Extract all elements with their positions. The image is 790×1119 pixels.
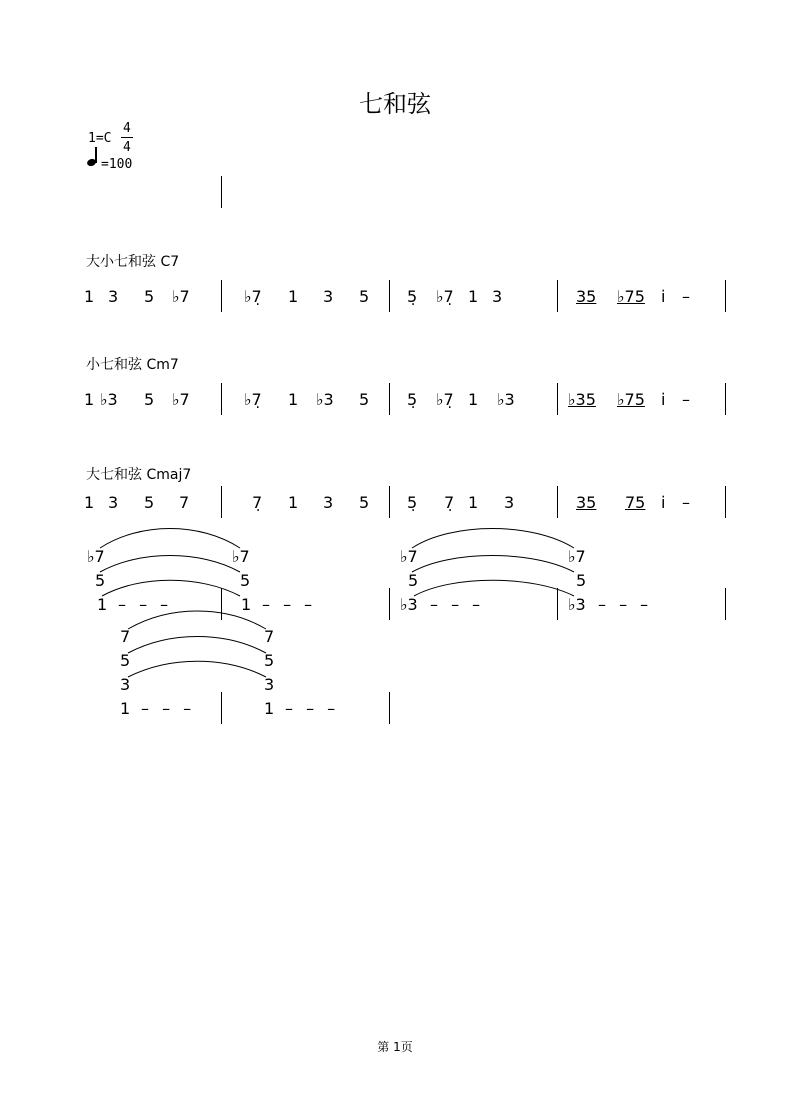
note: 5̣ [407, 493, 418, 512]
slur-arc [414, 580, 574, 596]
chord-note: 5 [264, 651, 275, 670]
note: – [682, 287, 690, 306]
chord-dashes: – – – [118, 595, 173, 614]
chord-note: 5 [240, 571, 251, 590]
page-title: 七和弦 [359, 90, 431, 118]
tempo-value: =100 [101, 157, 133, 172]
note: 35 [576, 493, 597, 512]
chord-note: 7 [120, 627, 131, 646]
note: ♭75 [617, 287, 645, 306]
note: 1 [84, 493, 95, 512]
chord-note: 5 [576, 571, 587, 590]
page-number: 第 1页 [377, 1040, 413, 1054]
note: 7̣ [252, 493, 263, 512]
note: 3 [492, 287, 503, 306]
note: 1 [288, 390, 299, 409]
chord-note: ♭7 [568, 547, 586, 566]
chord-note: ♭7 [87, 547, 105, 566]
section-label-cm7: 小七和弦 Cm7 [86, 357, 179, 373]
note: 1 [84, 287, 95, 306]
chord-dashes: – – – [430, 595, 485, 614]
time-signature-bottom: 4 [123, 140, 131, 155]
slur-arc [412, 529, 574, 549]
note: ♭3 [100, 390, 118, 409]
note: 1 [288, 287, 299, 306]
note: 3 [323, 493, 334, 512]
note: 5̣ [407, 390, 418, 409]
slur-arc [412, 556, 574, 573]
note: i̇ [661, 390, 666, 409]
note: ♭35 [568, 390, 596, 409]
note: i̇ [661, 493, 666, 512]
note: 35 [576, 287, 597, 306]
note: ♭7 [172, 287, 190, 306]
section-label-cmaj7: 大七和弦 Cmaj7 [86, 467, 192, 483]
note: ♭3 [316, 390, 334, 409]
note: 3 [504, 493, 515, 512]
barline [389, 588, 390, 620]
note: 1 [468, 493, 479, 512]
chord-note: 5 [95, 571, 106, 590]
note: – [682, 493, 690, 512]
barline [221, 588, 222, 620]
chord-dashes: – – – [285, 699, 340, 718]
note: 5̣ [407, 287, 418, 306]
note: 75 [625, 493, 646, 512]
slur-arc [102, 580, 240, 596]
barline [221, 692, 222, 724]
note: 3 [323, 287, 334, 306]
note: 1 [288, 493, 299, 512]
note: 5 [144, 390, 155, 409]
note: ♭7̣ [244, 287, 262, 306]
chord-note: 5 [408, 571, 419, 590]
note: ♭7̣ [436, 287, 454, 306]
note: 5 [359, 287, 370, 306]
note: – [682, 390, 690, 409]
note: 5 [144, 493, 155, 512]
chord-note: 1 [120, 699, 131, 718]
note: 7 [179, 493, 190, 512]
note: 7̣ [444, 493, 455, 512]
chord-dashes: – – – [598, 595, 653, 614]
barline [557, 588, 558, 620]
slur-arc [128, 637, 266, 654]
chord-dashes: – – – [141, 699, 196, 718]
note: 3 [108, 493, 119, 512]
note: i̇ [661, 287, 666, 306]
chord-note: ♭7 [400, 547, 418, 566]
key-signature: 1=C [88, 131, 112, 146]
chord-note: 5 [120, 651, 131, 670]
barline [389, 692, 390, 724]
chord-note: 3 [264, 675, 275, 694]
chord-note: 1 [264, 699, 275, 718]
chord-note: ♭3 [568, 595, 586, 614]
barline [725, 588, 726, 620]
slur-arc [100, 556, 240, 573]
note: 1 [468, 287, 479, 306]
chord-note: 1 [241, 595, 252, 614]
time-signature-top: 4 [123, 121, 131, 136]
note: 1 [468, 390, 479, 409]
note: 5 [359, 493, 370, 512]
note: ♭3 [497, 390, 515, 409]
section-label-c7: 大小七和弦 C7 [86, 254, 180, 270]
note: ♭7̣ [436, 390, 454, 409]
chord-note: ♭3 [400, 595, 418, 614]
chord-note: 1 [97, 595, 108, 614]
note: 5 [144, 287, 155, 306]
note: 3 [108, 287, 119, 306]
note: 1 [84, 390, 95, 409]
chord-note: 3 [120, 675, 131, 694]
note: ♭7̣ [244, 390, 262, 409]
note: ♭75 [617, 390, 645, 409]
note: 5 [359, 390, 370, 409]
chord-dashes: – – – [262, 595, 317, 614]
note: ♭7 [172, 390, 190, 409]
slur-arc [128, 661, 266, 677]
slur-arc [100, 529, 240, 549]
chord-note: 7 [264, 627, 275, 646]
chord-note: ♭7 [232, 547, 250, 566]
